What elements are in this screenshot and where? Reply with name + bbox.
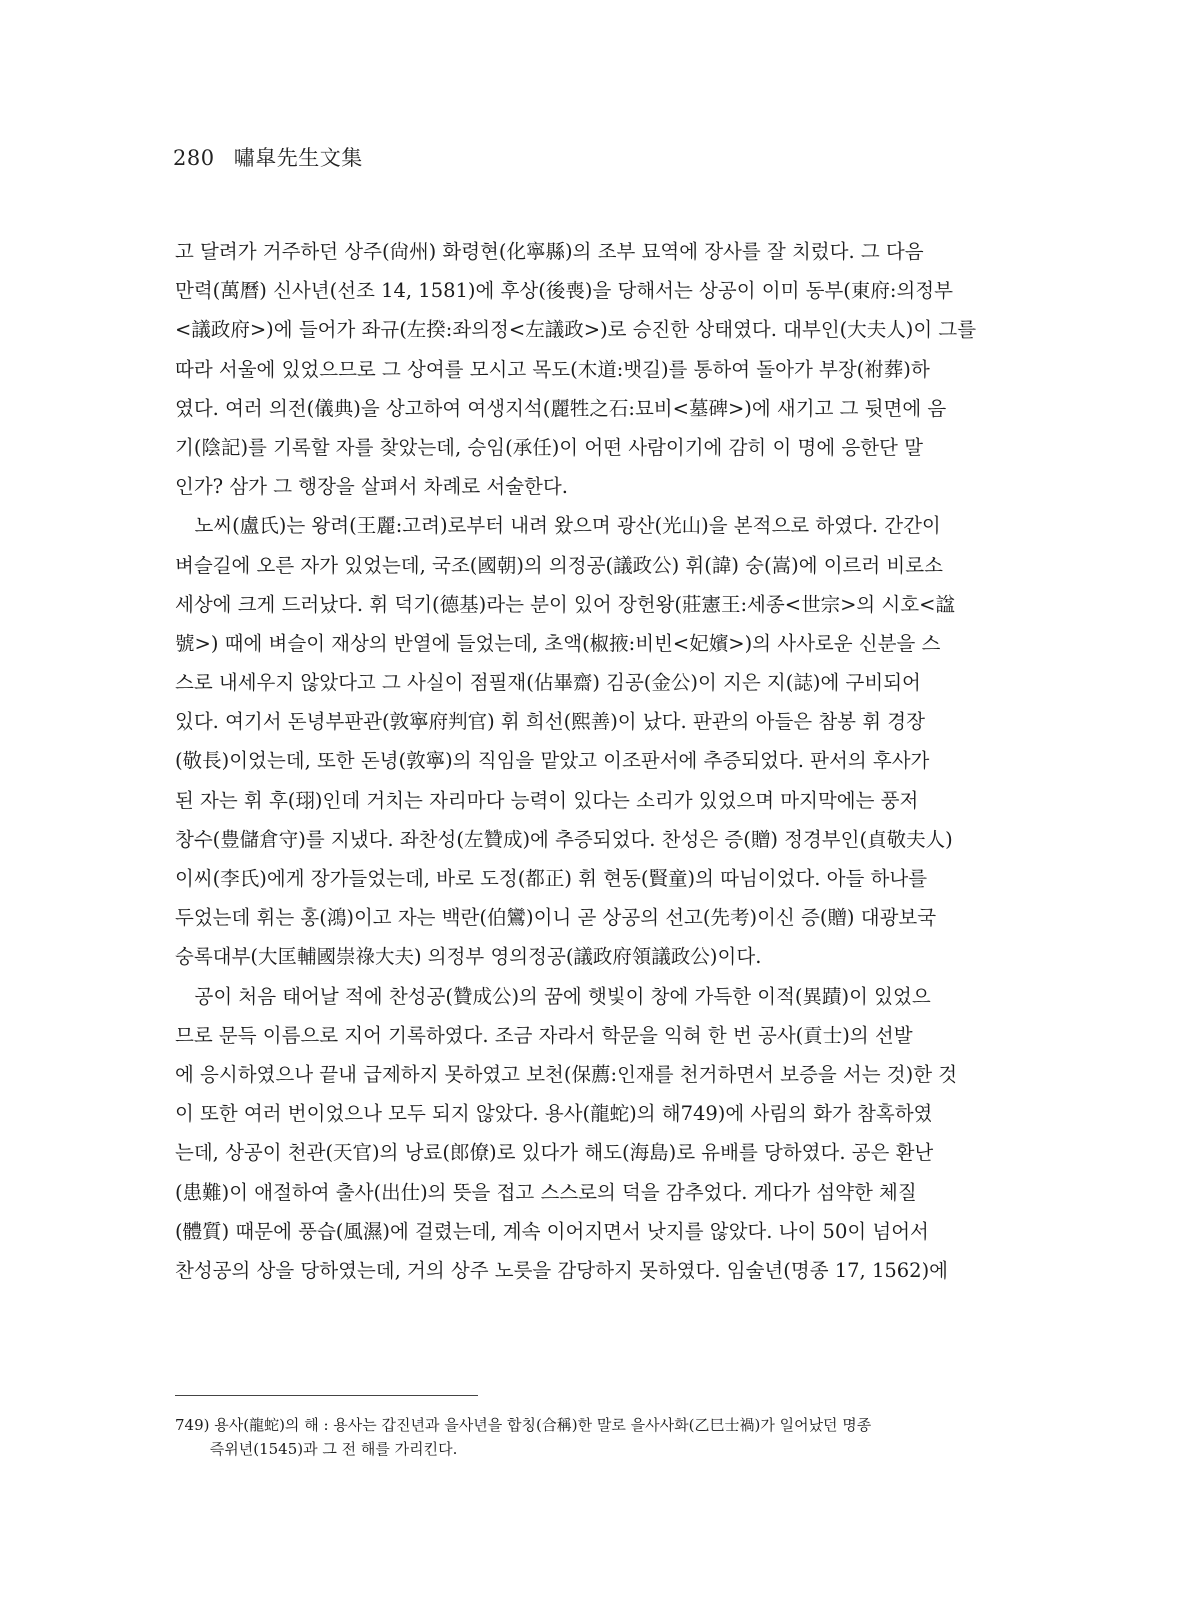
text-line: 창수(豊儲倉守)를 지냈다. 좌찬성(左贊成)에 추증되었다. 찬성은 증(贈) 정경부인(貞敬夫人) [175, 827, 953, 851]
footnote-divider [175, 1395, 478, 1396]
text-line: 기(陰記)를 기록할 자를 찾았는데, 승임(承任)이 어떤 사람이기에 감히 이 명에 응한단 말 [175, 435, 923, 459]
text-line: 노씨(盧氏)는 왕려(王麗:고려)로부터 내려 왔으며 광산(光山)을 본적으로 하였다. 간간이 [175, 514, 941, 538]
text-line: 에 응시하였으나 끝내 급제하지 못하였고 보천(保薦:인재를 천거하면서 보증을 서는 것)한 것 [175, 1062, 958, 1086]
page-number: 280 [173, 146, 215, 170]
text-line: 이씨(李氏)에게 장가들었는데, 바로 도정(都正) 휘 현동(賢童)의 따님이었다. 아들 하나를 [175, 867, 928, 890]
footnote-line: 즉위년(1545)과 그 전 해를 가리킨다. [175, 1440, 458, 1458]
text-line: 므로 문득 이름으로 지어 기록하였다. 조금 자라서 학문을 익혀 한 번 공사(貢士)의 선발 [175, 1023, 913, 1047]
footnote-line: 749) 용사(龍蛇)의 해 : 용사는 갑진년과 을사년을 합칭(合稱)한 말로 을사사화(乙巳士禍)가 일어났던 명종 [175, 1416, 872, 1434]
text-line: 공이 처음 태어날 적에 찬성공(贊成公)의 꿈에 햇빛이 창에 가득한 이적(異蹟)이 있었으 [175, 984, 931, 1008]
text-line: 였다. 여러 의전(儀典)을 상고하여 여생지석(麗牲之石:묘비<墓碑>)에 새기고 그 뒷면에 음 [175, 396, 947, 420]
text-line: 세상에 크게 드러났다. 휘 덕기(德基)라는 분이 있어 장헌왕(莊憲王:세종<世宗>의 시호<諡 [175, 592, 955, 616]
text-line: 벼슬길에 오른 자가 있었는데, 국조(國朝)의 의정공(議政公) 휘(諱) 숭(嵩)에 이르러 비로소 [175, 553, 943, 577]
text-line: 두었는데 휘는 홍(鴻)이고 자는 백란(伯鸞)이니 곧 상공의 선고(先考)이신 증(贈) 대광보국 [175, 906, 937, 930]
footnote [175, 1413, 1035, 1461]
running-header [173, 142, 363, 172]
text-line: 이 또한 여러 번이었으나 모두 되지 않았다. 용사(龍蛇)의 해749)에 사림의 화가 참혹하였 [175, 1102, 933, 1126]
text-line: 만력(萬曆) 신사년(선조 14, 1581)에 후상(後喪)을 당해서는 상공이 이미 동부(東府:의정부 [175, 279, 953, 303]
text-line: (患難)이 애절하여 출사(出仕)의 뜻을 접고 스스로의 덕을 감추었다. 게다가 섬약한 체질 [175, 1180, 917, 1204]
text-line: 인가? 삼가 그 행장을 살펴서 차례로 서술한다. [175, 475, 568, 499]
text-line: 숭록대부(大匡輔國崇祿大夫) 의정부 영의정공(議政府領議政公)이다. [175, 945, 762, 969]
text-line: <議政府>)에 들어가 좌규(左揆:좌의정<左議政>)로 승진한 상태였다. 대부인(大夫人)이 그를 [175, 318, 977, 342]
text-line: 스로 내세우지 않았다고 그 사실이 점필재(佔畢齋) 김공(金公)이 지은 지(誌)에 구비되어 [175, 671, 921, 695]
text-line: (體質) 때문에 풍습(風濕)에 걸렸는데, 계속 이어지면서 낫지를 않았다. 나이 50이 넘어서 [175, 1219, 929, 1243]
text-line: (敬長)이었는데, 또한 돈녕(敦寧)의 직임을 맡았고 이조판서에 추증되었다. 판서의 후사가 [175, 749, 930, 773]
body-text [175, 232, 1032, 1290]
text-line: 고 달려가 거주하던 상주(尙州) 화령현(化寧縣)의 조부 묘역에 장사를 잘 치렀다. 그 다음 [175, 240, 924, 263]
text-line: 는데, 상공이 천관(天官)의 낭료(郎僚)로 있다가 해도(海島)로 유배를 당하였다. 공은 환난 [175, 1141, 934, 1165]
text-line: 된 자는 휘 후(珝)인데 거치는 자리마다 능력이 있다는 소리가 있었으며 마지막에는 풍저 [175, 788, 919, 812]
text-line: 있다. 여기서 돈녕부판관(敦寧府判官) 휘 희선(熙善)이 났다. 판관의 아들은 참봉 휘 경장 [175, 710, 925, 734]
text-line: 따라 서울에 있었으므로 그 상여를 모시고 목도(木道:뱃길)를 통하여 돌아가 부장(祔葬)하 [175, 357, 930, 381]
text-line: 號>) 때에 벼슬이 재상의 반열에 들었는데, 초액(椒掖:비빈<妃嬪>)의 사사로운 신분을 스 [175, 631, 941, 655]
book-title: 嘯皐先生文集 [233, 146, 363, 170]
text-line: 찬성공의 상을 당하였는데, 거의 상주 노릇을 감당하지 못하였다. 임술년(명종 17, 1562)에 [175, 1258, 949, 1282]
